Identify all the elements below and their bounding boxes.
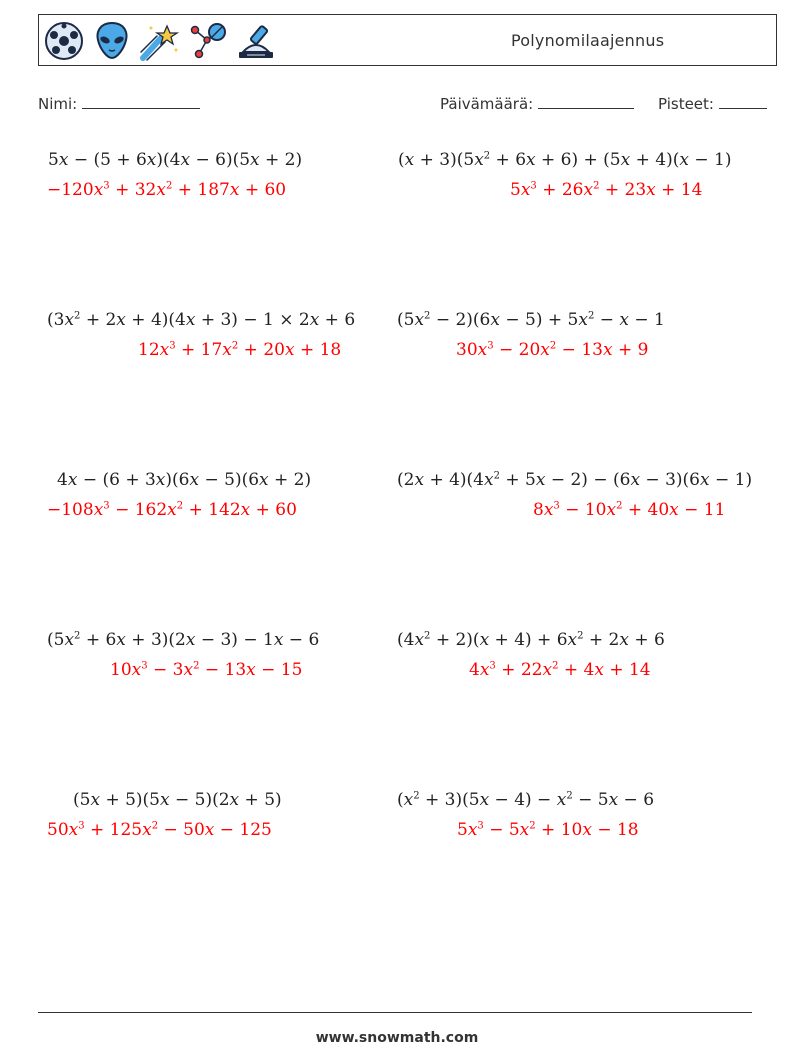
date-field bbox=[440, 94, 634, 113]
soccer-ball-icon bbox=[43, 20, 85, 62]
problem-5-expression: 4x − (6 + 3x)(6x − 5)(6x + 2) bbox=[57, 470, 312, 490]
problem-1-answer: $-120x^3 + 32x^2 + 187x + 60$ bbox=[47, 180, 287, 200]
problem-10-answer: $5x^3 - 5x^2 + 10x - 18$ bbox=[457, 820, 639, 840]
problem-2-answer: $5x^3 + 26x^2 + 23x + 14$ bbox=[510, 180, 703, 200]
problem-8-answer: $4x^3 + 22x^2 + 4x + 14$ bbox=[469, 660, 651, 680]
problem-6-expression: $(2x + 4)(4x^2 + 5x - 2) - (6x - 3)(6x - 1)$ bbox=[397, 470, 753, 490]
problem-7-expression: $(5x^2 + 6x + 3)(2x - 3) - 1x - 6$ bbox=[47, 630, 320, 650]
problem-1-expression: 5x − (5 + 6x)(4x − 6)(5x + 2) bbox=[48, 150, 303, 170]
problem-7-answer: $10x^3 - 3x^2 - 13x - 15$ bbox=[110, 660, 303, 680]
problem-3-answer: $12x^3 + 17x^2 + 20x + 18$ bbox=[138, 340, 342, 360]
telescope-icon bbox=[235, 20, 277, 62]
problem-4-expression: $(5x^2 - 2)(6x - 5) + 5x^2 - x - 1$ bbox=[397, 310, 665, 330]
footer-divider bbox=[38, 1012, 752, 1013]
problem-6-answer: $8x^3 - 10x^2 + 40x - 11$ bbox=[533, 500, 726, 520]
date-blank[interactable] bbox=[538, 94, 634, 109]
name-field bbox=[38, 94, 200, 113]
name-label: Nimi: bbox=[38, 95, 78, 113]
satellite-icon bbox=[187, 20, 229, 62]
problem-9-answer: $50x^3 + 125x^2 - 50x - 125$ bbox=[47, 820, 272, 840]
problem-10-expression: $(x^2 + 3)(5x - 4) - x^2 - 5x - 6$ bbox=[397, 790, 655, 810]
score-blank[interactable] bbox=[719, 94, 767, 109]
problem-9-expression: (5x + 5)(5x − 5)(2x + 5) bbox=[73, 790, 282, 810]
name-blank[interactable] bbox=[82, 94, 200, 109]
problem-2-expression: $(x + 3)(5x^2 + 6x + 6) + (5x + 4)(x - 1)$ bbox=[398, 150, 732, 170]
alien-head-icon bbox=[91, 20, 133, 62]
problem-3-expression: $(3x^2 + 2x + 4)(4x + 3) - 1 \times 2x + 6$ bbox=[47, 310, 356, 330]
score-field bbox=[658, 94, 767, 113]
footer-url[interactable]: www.snowmath.com bbox=[315, 1030, 479, 1046]
shooting-star-icon bbox=[139, 20, 181, 62]
worksheet-header bbox=[38, 14, 777, 66]
score-label: Pisteet: bbox=[658, 95, 714, 113]
worksheet-title: Polynomilaajennus bbox=[511, 31, 665, 50]
problem-5-answer: $-108x^3 - 162x^2 + 142x + 60$ bbox=[47, 500, 297, 520]
problem-8-expression: $(4x^2 + 2)(x + 4) + 6x^2 + 2x + 6$ bbox=[397, 630, 665, 650]
date-label: Päivämäärä: bbox=[440, 95, 534, 113]
icon-strip bbox=[43, 20, 277, 62]
problem-4-answer: $30x^3 - 20x^2 - 13x + 9$ bbox=[456, 340, 649, 360]
